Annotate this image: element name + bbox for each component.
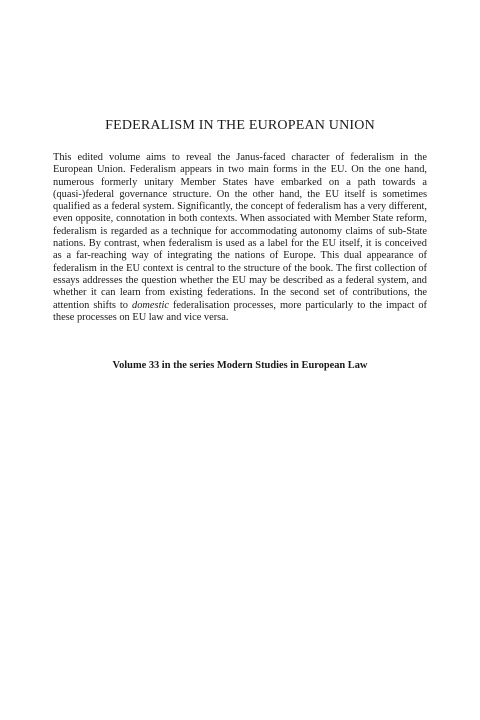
series-note: Volume 33 in the series Modern Studies in European Law <box>112 360 368 371</box>
description-text-part-2: federalisation processes, more particularly to the impact of these processes on EU law and vice versa. <box>53 299 428 323</box>
book-description <box>53 152 427 324</box>
book-title: FEDERALISM IN THE EUROPEAN UNION <box>105 118 375 133</box>
description-text-part-1: This edited volume aims to reveal the Janus-faced character of federalism in the European Union. Federalism appears in two main forms in the EU. On the one hand, numerous formerly unitary Member States have embarked on a path towards a (quasi-)federal governance structure. On the other hand, the EU itself is sometimes qualified as a federal system. Significantly, the concept of federalism has a very different, even opposite, connotation in both contexts. When associated with Member State reform, federalism is regarded as a technique for accommodating autonomy claims of sub-State nations. By contrast, when federalism is used as a label for the EU itself, it is conceived as a far-reaching way of integrating the nations of Europe. This dual appearance of federalism in the EU context is central to the structure of the book. The first collection of essays addresses the question whether the EU may be described as a federal system, and whether it can learn from existing federations. In the second set of contributions, the attention shifts to <box>53 152 427 311</box>
description-emphasis: domestic <box>132 299 169 311</box>
